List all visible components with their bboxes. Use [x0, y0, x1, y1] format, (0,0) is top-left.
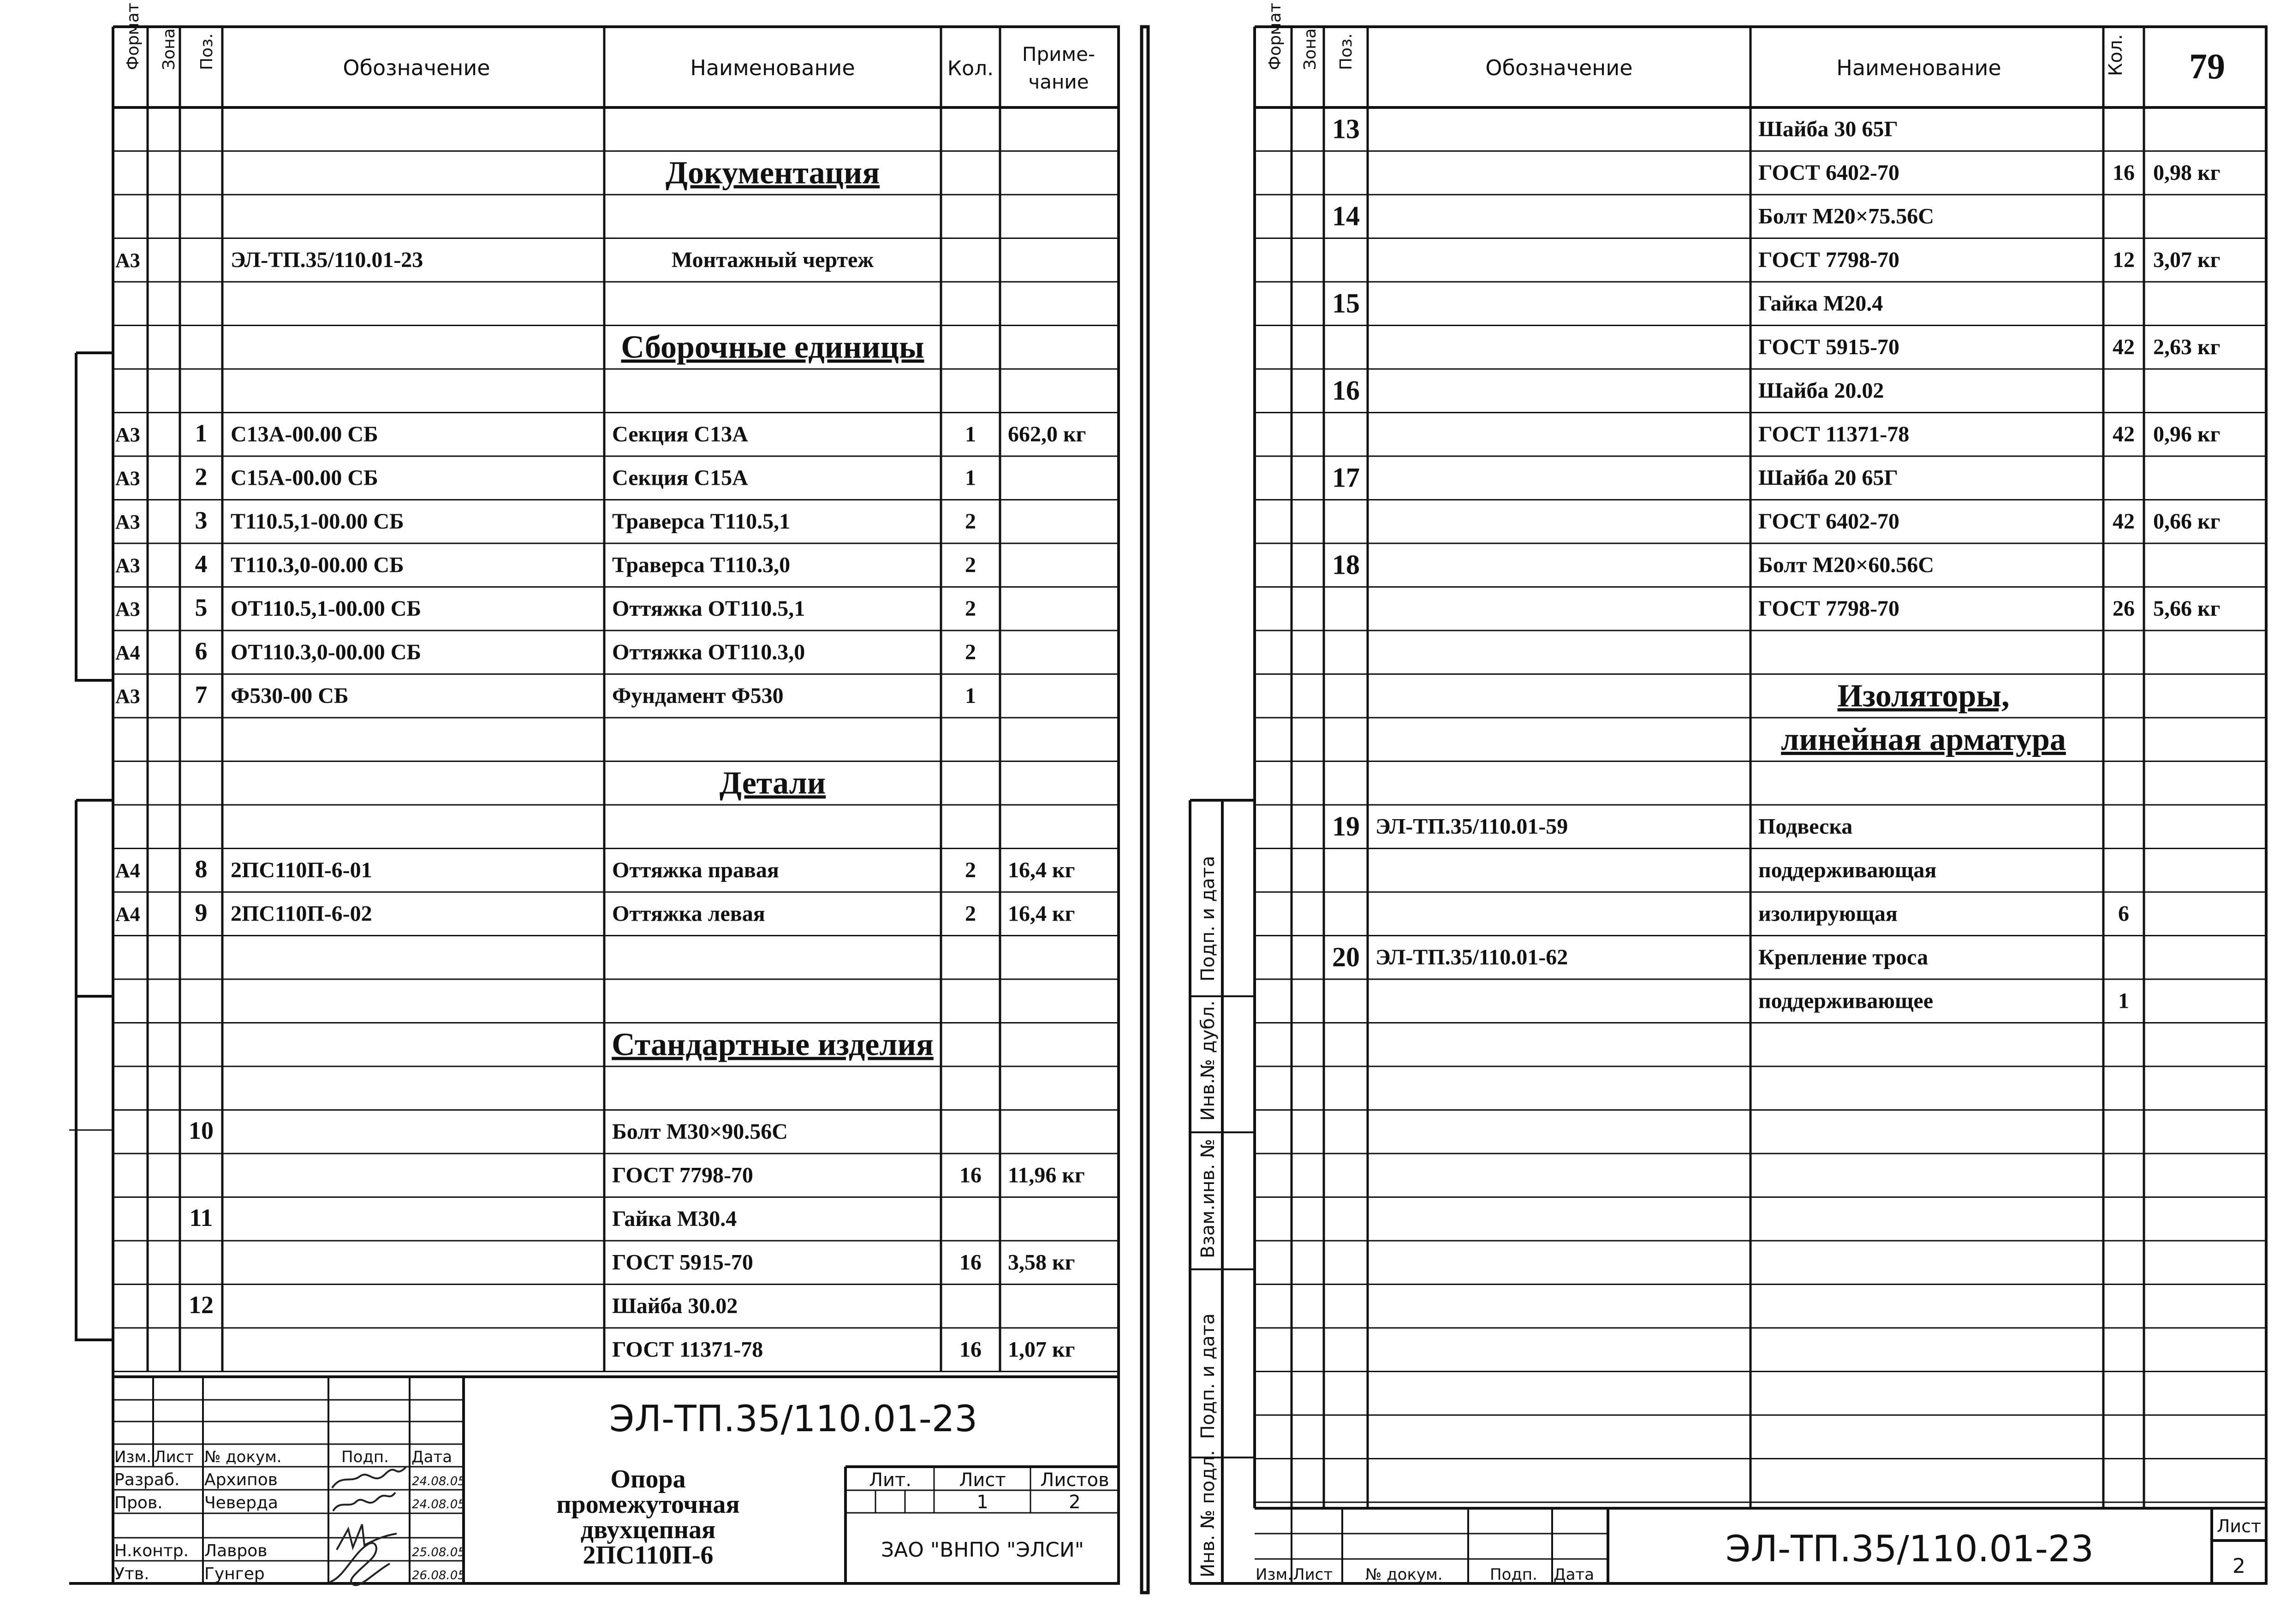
name-cell: поддерживающее: [1758, 988, 1934, 1013]
header-format: Формат: [1266, 2, 1285, 70]
section-heading: Детали: [719, 765, 826, 801]
designation-cell: ЭЛ-ТП.35/110.01-62: [1375, 945, 1568, 970]
name-cell: ГОСТ 6402-70: [1758, 509, 1899, 534]
name-cell: ГОСТ 5915-70: [1758, 334, 1899, 359]
name-cell: Гайка М30.4: [612, 1206, 737, 1231]
qty-cell: 2: [965, 640, 976, 665]
section-heading: линейная арматура: [1781, 721, 2066, 757]
sheet-label: Лист: [2216, 1516, 2262, 1536]
format-cell: А3: [115, 554, 140, 577]
position-cell: 18: [1332, 549, 1360, 580]
designation-cell: ЭЛ-ТП.35/110.01-23: [231, 247, 423, 272]
designation-cell: Т110.5,1-00.00 СБ: [231, 509, 404, 534]
date-nkontr: 25.08.05: [412, 1546, 465, 1559]
name-cell: Траверса Т110.3,0: [612, 553, 791, 577]
col-ndokum: № докум.: [204, 1448, 282, 1466]
name-cell: изолирующая: [1758, 901, 1898, 926]
header-qty: Кол.: [947, 57, 994, 80]
sheets-value: 2: [1069, 1492, 1081, 1513]
col-list: Лист: [1293, 1565, 1333, 1584]
title-line4: 2ПС110П-6: [583, 1541, 714, 1570]
col-izm: Изм.: [114, 1448, 151, 1466]
note-cell: 0,98 кг: [2153, 160, 2221, 185]
qty-cell: 16: [959, 1163, 982, 1188]
section-heading: Стандартные изделия: [612, 1027, 934, 1063]
qty-cell: 2: [965, 857, 976, 882]
note-cell: 16,4 кг: [1008, 901, 1075, 926]
name-cell: Крепление троса: [1758, 945, 1929, 970]
qty-cell: 1: [2118, 988, 2129, 1013]
date-prov: 24.08.05: [412, 1498, 465, 1511]
header-name: Наименование: [690, 55, 855, 80]
sheet-value: 1: [976, 1492, 988, 1513]
designation-cell: Ф530-00 СБ: [231, 683, 349, 708]
name-cell: Секция С13А: [612, 422, 748, 446]
name-cell: ГОСТ 11371-78: [612, 1337, 763, 1362]
sheet-value: 2: [2232, 1554, 2245, 1578]
position-cell: 20: [1332, 941, 1360, 972]
designation-cell: 2ПС110П-6-01: [231, 857, 372, 882]
stamp-inv-dubl: Инв.№ дубл.: [1197, 1000, 1219, 1121]
position-cell: 1: [195, 419, 208, 447]
note-cell: 1,07 кг: [1008, 1337, 1075, 1362]
designation-cell: ОТ110.3,0-00.00 СБ: [231, 640, 422, 665]
position-cell: 2: [195, 463, 208, 491]
format-cell: А3: [115, 467, 140, 490]
title-line3: двухцепная: [580, 1516, 716, 1544]
position-cell: 14: [1332, 201, 1360, 232]
col-list: Лист: [154, 1448, 194, 1466]
name-cell: Подвеска: [1758, 814, 1853, 839]
designation-cell: ОТ110.5,1-00.00 СБ: [231, 596, 422, 621]
format-cell: А3: [115, 249, 140, 272]
role-utv: Утв.: [114, 1565, 149, 1583]
note-cell: 16,4 кг: [1008, 857, 1075, 882]
note-cell: 5,66 кг: [2153, 596, 2221, 621]
position-cell: 7: [195, 680, 208, 708]
left-doc-code: ЭЛ-ТП.35/110.01-23: [609, 1398, 978, 1440]
position-cell: 5: [195, 593, 208, 621]
position-cell: 9: [195, 898, 208, 927]
role-nkontr: Н.контр.: [114, 1541, 189, 1560]
header-qty: Кол.: [2105, 34, 2126, 76]
qty-cell: 1: [965, 422, 976, 446]
qty-cell: 2: [965, 553, 976, 577]
header-format: Формат: [124, 2, 143, 70]
stamp-vzam-inv: Взам.инв. №: [1197, 1139, 1219, 1258]
note-cell: 0,66 кг: [2153, 509, 2221, 534]
company-name: ЗАО "ВНПО "ЭЛСИ": [881, 1538, 1084, 1562]
title-line1: Опора: [610, 1465, 686, 1493]
designation-cell: Т110.3,0-00.00 СБ: [231, 553, 404, 577]
format-cell: А4: [115, 859, 140, 882]
note-cell: 662,0 кг: [1008, 422, 1086, 446]
stamp-inv-podl: Инв. № подл.: [1197, 1450, 1219, 1577]
name-cell: Шайба 30.02: [612, 1293, 738, 1318]
name-utv: Гунгер: [204, 1565, 265, 1583]
designation-cell: С15А-00.00 СБ: [231, 465, 378, 490]
name-cell: Траверса Т110.5,1: [612, 509, 791, 534]
qty-cell: 42: [2113, 422, 2135, 446]
lit-label: Лит.: [869, 1469, 912, 1491]
role-razrab: Разраб.: [114, 1470, 180, 1489]
name-cell: Шайба 30 65Г: [1758, 117, 1898, 142]
note-cell: 2,63 кг: [2153, 334, 2221, 359]
format-cell: А3: [115, 510, 140, 533]
qty-cell: 2: [965, 596, 976, 621]
name-cell: Монтажный чертеж: [671, 247, 874, 272]
header-zone: Зона: [160, 28, 179, 70]
name-cell: Оттяжка правая: [612, 857, 779, 882]
name-cell: ГОСТ 7798-70: [1758, 247, 1899, 272]
name-razrab: Архипов: [204, 1470, 278, 1489]
stamp-podp-data-1: Подп. и дата: [1197, 856, 1219, 982]
header-note-line1: Приме-: [1022, 43, 1095, 65]
position-cell: 10: [189, 1116, 214, 1144]
name-cell: ГОСТ 7798-70: [612, 1163, 753, 1188]
designation-cell: 2ПС110П-6-02: [231, 901, 372, 926]
position-cell: 17: [1332, 462, 1360, 493]
qty-cell: 42: [2113, 334, 2135, 359]
sheets-label: Листов: [1040, 1469, 1109, 1491]
qty-cell: 1: [965, 683, 976, 708]
header-pos: Поз.: [1337, 33, 1356, 70]
name-cell: ГОСТ 5915-70: [612, 1250, 753, 1275]
qty-cell: 12: [2113, 247, 2135, 272]
name-cell: Болт М20×75.56С: [1758, 204, 1934, 229]
date-utv: 26.08.05: [412, 1569, 465, 1582]
qty-cell: 26: [2113, 596, 2135, 621]
name-cell: ГОСТ 6402-70: [1758, 160, 1899, 185]
date-razrab: 24.08.05: [412, 1475, 465, 1488]
right-doc-code: ЭЛ-ТП.35/110.01-23: [1725, 1529, 2094, 1570]
qty-cell: 2: [965, 509, 976, 534]
header-name: Наименование: [1836, 55, 2001, 80]
col-ndokum: № докум.: [1365, 1565, 1443, 1584]
name-cell: Фундамент Ф530: [612, 683, 784, 708]
page-number: 79: [2189, 46, 2225, 86]
name-cell: Шайба 20 65Г: [1758, 465, 1898, 490]
col-data: Дата: [1554, 1565, 1595, 1584]
sheet-label: Лист: [959, 1469, 1006, 1491]
section-heading: Документация: [665, 155, 880, 191]
col-izm: Изм.: [1256, 1565, 1292, 1584]
name-cell: Болт М30×90.56С: [612, 1119, 788, 1144]
name-cell: ГОСТ 7798-70: [1758, 596, 1899, 621]
col-podp: Подп.: [1490, 1565, 1537, 1584]
format-cell: А3: [115, 423, 140, 446]
designation-cell: ЭЛ-ТП.35/110.01-59: [1375, 814, 1568, 839]
section-heading: Сборочные единицы: [621, 329, 924, 365]
position-cell: 16: [1332, 375, 1360, 406]
qty-cell: 16: [2113, 160, 2135, 185]
note-cell: 0,96 кг: [2153, 422, 2221, 446]
qty-cell: 42: [2113, 509, 2135, 534]
qty-cell: 1: [965, 465, 976, 490]
name-cell: Шайба 20.02: [1758, 378, 1884, 403]
header-pos: Поз.: [197, 33, 216, 70]
position-cell: 3: [195, 506, 208, 534]
title-line2: промежуточная: [556, 1490, 740, 1519]
position-cell: 19: [1332, 811, 1360, 842]
name-cell: Оттяжка ОТ110.5,1: [612, 596, 805, 621]
qty-cell: 16: [959, 1250, 982, 1275]
position-cell: 15: [1332, 288, 1360, 319]
name-nkontr: Лавров: [204, 1541, 268, 1560]
header-zone: Зона: [1301, 28, 1320, 70]
position-cell: 8: [195, 855, 208, 883]
qty-cell: 6: [2118, 901, 2129, 926]
name-cell: Секция С15А: [612, 465, 748, 490]
name-prov: Чеверда: [204, 1493, 278, 1512]
note-cell: 11,96 кг: [1008, 1163, 1085, 1188]
format-cell: А3: [115, 597, 140, 620]
position-cell: 11: [189, 1203, 213, 1231]
qty-cell: 2: [965, 901, 976, 926]
position-cell: 4: [195, 550, 208, 578]
role-prov: Пров.: [114, 1493, 163, 1512]
name-cell: Оттяжка ОТ110.3,0: [612, 640, 805, 665]
section-heading: Изоляторы,: [1837, 678, 2010, 714]
format-cell: А4: [115, 903, 140, 926]
designation-cell: С13А-00.00 СБ: [231, 422, 378, 446]
position-cell: 13: [1332, 113, 1360, 144]
stamp-podp-data-2: Подп. и дата: [1197, 1313, 1219, 1439]
name-cell: Гайка М20.4: [1758, 291, 1883, 316]
name-cell: Болт М20×60.56С: [1758, 553, 1934, 577]
note-cell: 3,07 кг: [2153, 247, 2221, 272]
header-note-line2: чание: [1028, 71, 1089, 93]
format-cell: А4: [115, 641, 140, 664]
name-cell: поддерживающая: [1758, 857, 1937, 882]
col-podp: Подп.: [341, 1448, 389, 1466]
col-data: Дата: [411, 1448, 452, 1466]
header-designation: Обозначение: [1485, 55, 1633, 80]
name-cell: ГОСТ 11371-78: [1758, 422, 1910, 446]
name-cell: Оттяжка левая: [612, 901, 765, 926]
position-cell: 12: [189, 1291, 214, 1319]
qty-cell: 16: [959, 1337, 982, 1362]
format-cell: А3: [115, 684, 140, 708]
note-cell: 3,58 кг: [1008, 1250, 1075, 1275]
position-cell: 6: [195, 637, 208, 665]
header-designation: Обозначение: [343, 55, 490, 80]
